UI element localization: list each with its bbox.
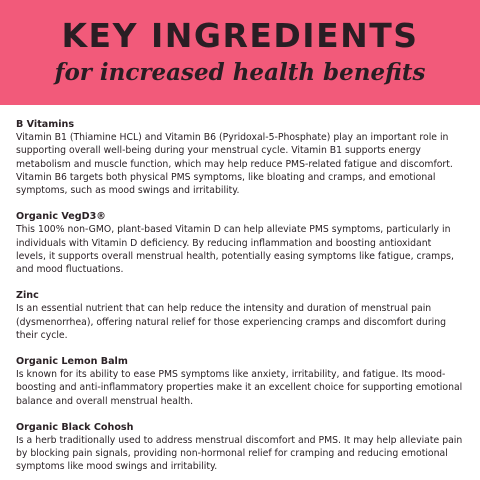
ingredient-description: Is known for its ability to ease PMS symptoms like anxiety, irritability, and fatigue. Its mood-boosting and anti-inflammatory properties make it an excellent choice for supporting emotional balance and overall menstrual health. — [16, 369, 463, 407]
ingredient-heading: Organic Lemon Balm — [16, 356, 128, 368]
ingredient-black-cohosh — [16, 421, 464, 474]
ingredient-vegd3 — [16, 210, 464, 276]
ingredient-heading: Organic Black Cohosh — [16, 421, 134, 433]
ingredient-description: Vitamin B1 (Thiamine HCL) and Vitamin B6 (Pyridoxal-5-Phosphate) play an important role in supporting overall well-being during your menstrual cycle. Vitamin B1 supports energy metabolism and muscle function, which may help reduce PMS-related fatigue and discomfort. Vitamin B6 targets both physical PMS symptoms, like bloating and cramps, and emotional symptoms, such as mood swings and irritability. — [16, 132, 453, 197]
ingredient-heading: Zinc — [16, 290, 39, 302]
ingredient-b-vitamins — [16, 118, 464, 197]
ingredient-lemon-balm — [16, 355, 464, 408]
page-title: KEY INGREDIENTS — [61, 16, 419, 55]
ingredient-heading: Organic VegD3® — [16, 211, 106, 223]
page-subtitle: for increased health benefits — [54, 59, 426, 86]
ingredient-description: Is an essential nutrient that can help reduce the intensity and duration of menstrual pain (dysmenorrhea), offering natural relief for those experiencing cramps and discomfort during their cycle. — [16, 303, 447, 341]
ingredient-description: This 100% non-GMO, plant-based Vitamin D can help alleviate PMS symptoms, particularly in individuals with Vitamin D deficiency. By reducing inflammation and boosting antioxidant levels, it supports overall menstrual health, potentially easing symptoms like fatigue, cramps, and mood fluctuations. — [16, 224, 454, 276]
header-banner — [0, 0, 480, 105]
ingredients-list — [0, 105, 480, 474]
ingredient-zinc — [16, 289, 464, 342]
ingredient-heading: B Vitamins — [16, 119, 75, 130]
ingredient-description: Is a herb traditionally used to address menstrual discomfort and PMS. It may help alleviate pain by blocking pain signals, providing non-hormonal relief for cramping and reducing emotional symptoms like mood swings and irritability. — [16, 435, 463, 473]
